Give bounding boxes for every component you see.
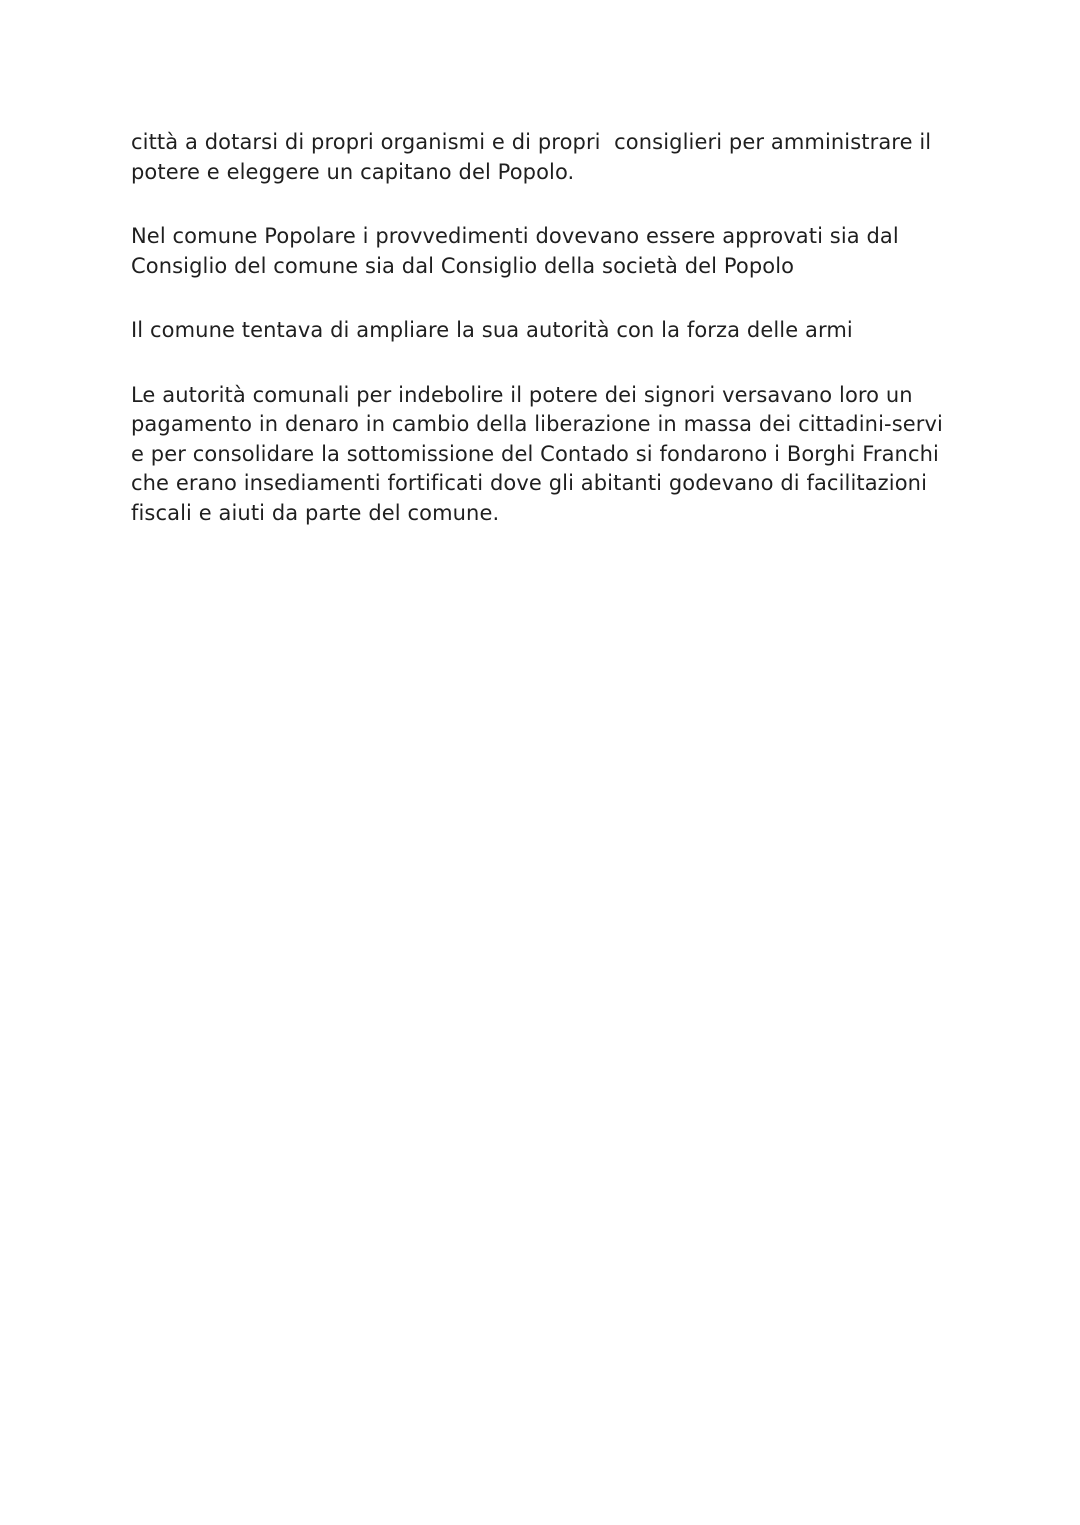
document-body: [131, 128, 951, 563]
text-line: Le autorità comunali per indebolire il potere dei signori versavano loro un: [131, 382, 913, 407]
text-line: che erano insediamenti fortificati dove gli abitanti godevano di facilitazioni: [131, 471, 928, 495]
text-line: città a dotarsi di propri organismi e di propri consiglieri per amministrare il: [131, 130, 932, 154]
text-line: e per consolidare la sottomissione del Contado si fondarono i Borghi Franchi: [131, 441, 939, 466]
text-line: Il comune tentava di ampliare la sua autorità con la forza delle armi: [131, 318, 853, 342]
paragraph-1: [131, 128, 951, 187]
text-line: potere e eleggere un capitano del Popolo.: [131, 159, 575, 184]
paragraph-2: [131, 222, 951, 281]
text-line: fiscali e aiuti da parte del comune.: [131, 500, 500, 525]
text-line: pagamento in denaro in cambio della liberazione in massa dei cittadini-servi: [131, 412, 943, 436]
text-line: Consiglio del comune sia dal Consiglio della società del Popolo: [131, 253, 795, 278]
paragraph-4: [131, 381, 951, 529]
text-line: Nel comune Popolare i provvedimenti dovevano essere approvati sia dal: [131, 224, 899, 248]
paragraph-3: [131, 316, 951, 346]
